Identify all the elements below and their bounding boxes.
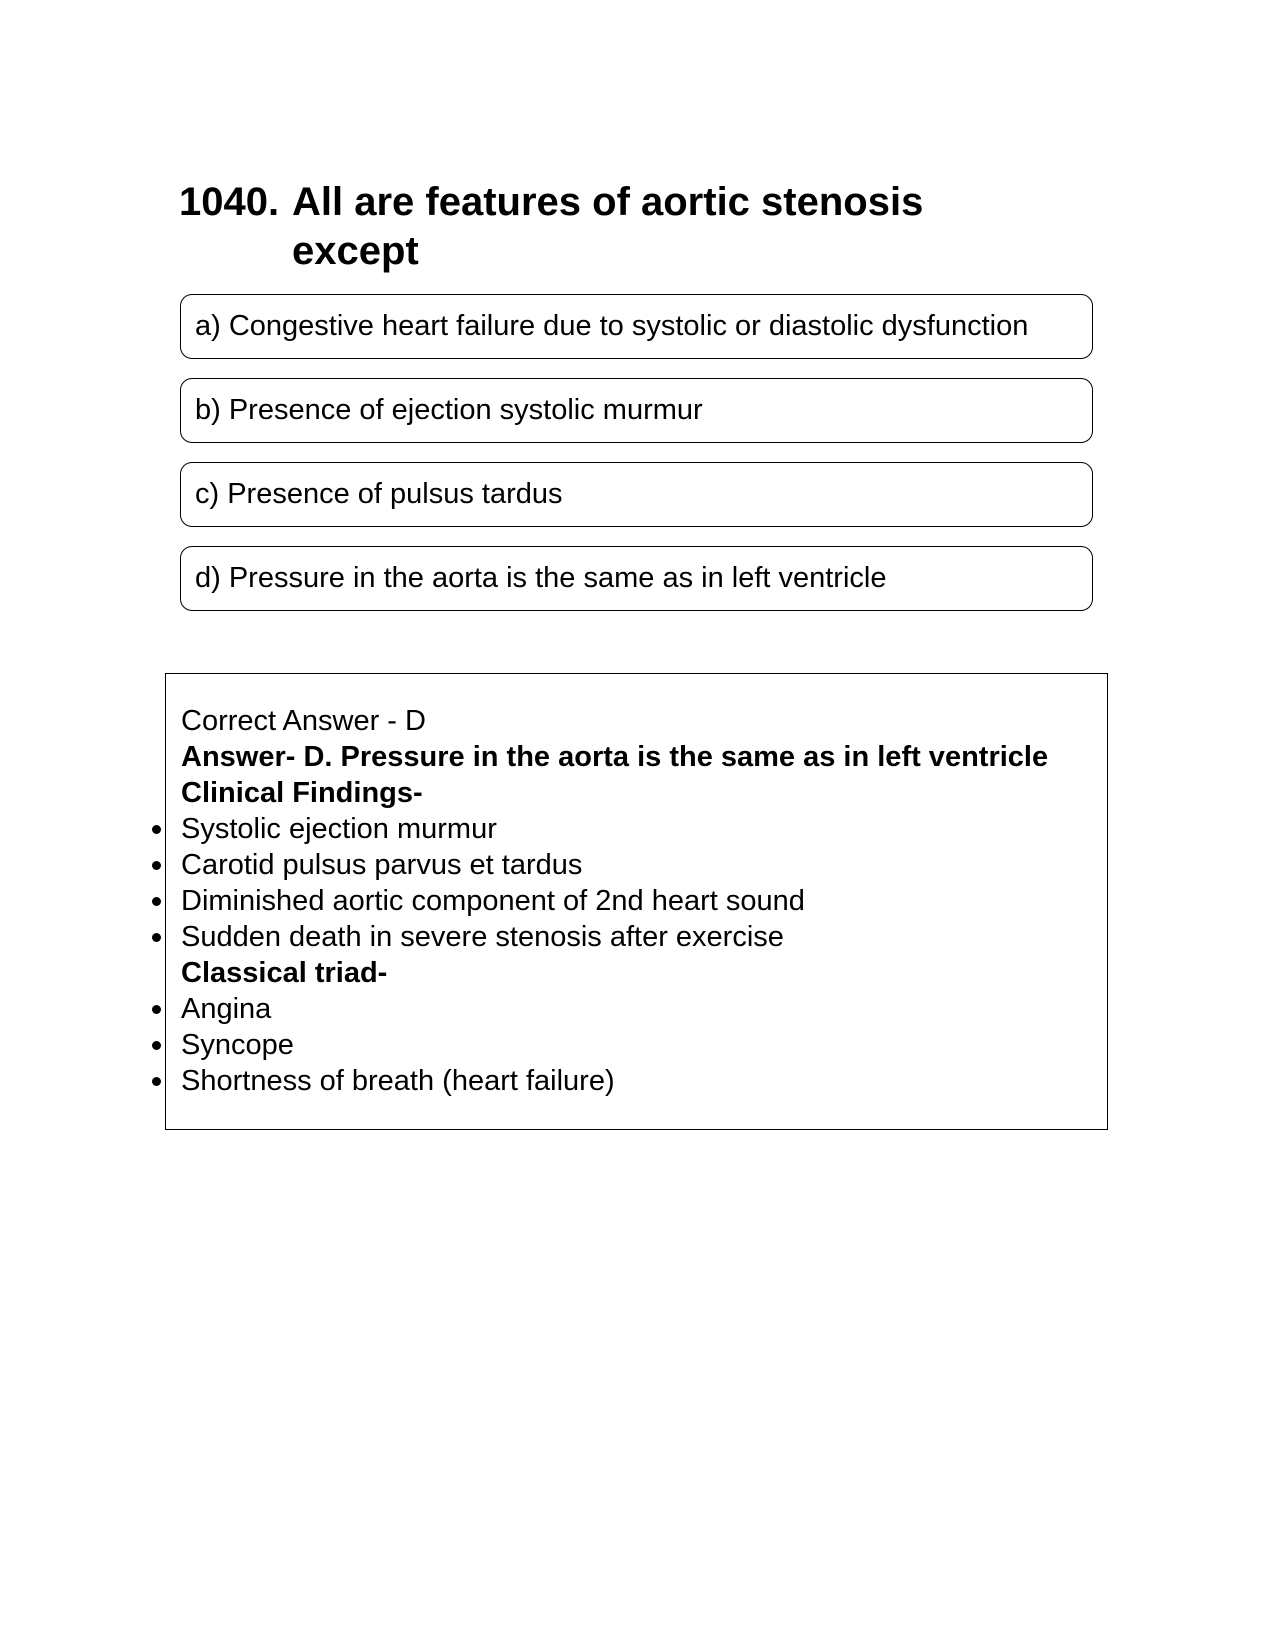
- correct-answer-line: Correct Answer - D: [181, 705, 426, 737]
- list-item: Shortness of breath (heart failure): [181, 1063, 1101, 1099]
- list-item: Diminished aortic component of 2nd heart sound: [181, 883, 1101, 919]
- clinical-findings-heading: Clinical Findings-: [181, 777, 423, 809]
- list-item: Angina: [181, 991, 1101, 1027]
- list-item: Carotid pulsus parvus et tardus: [181, 847, 1101, 883]
- question-text: All are features of aortic stenosis except: [292, 180, 924, 273]
- option-b[interactable]: b) Presence of ejection systolic murmur: [180, 378, 1093, 443]
- answer-line: Answer- D. Pressure in the aorta is the same as in left ventricle: [181, 741, 1049, 773]
- list-item: Systolic ejection murmur: [181, 811, 1101, 847]
- list-item: Sudden death in severe stenosis after exercise: [181, 919, 1101, 955]
- option-d[interactable]: d) Pressure in the aorta is the same as in left ventricle: [180, 546, 1093, 611]
- option-a[interactable]: a) Congestive heart failure due to systolic or diastolic dysfunction: [180, 294, 1093, 359]
- answer-content: [181, 703, 1101, 1099]
- question-heading: [179, 178, 1059, 276]
- question-number: 1040.: [179, 180, 280, 224]
- list-item: Syncope: [181, 1027, 1101, 1063]
- classical-triad-list: [181, 991, 1101, 1099]
- clinical-findings-list: [181, 811, 1101, 955]
- classical-triad-heading: Classical triad-: [181, 957, 388, 989]
- option-c[interactable]: c) Presence of pulsus tardus: [180, 462, 1093, 527]
